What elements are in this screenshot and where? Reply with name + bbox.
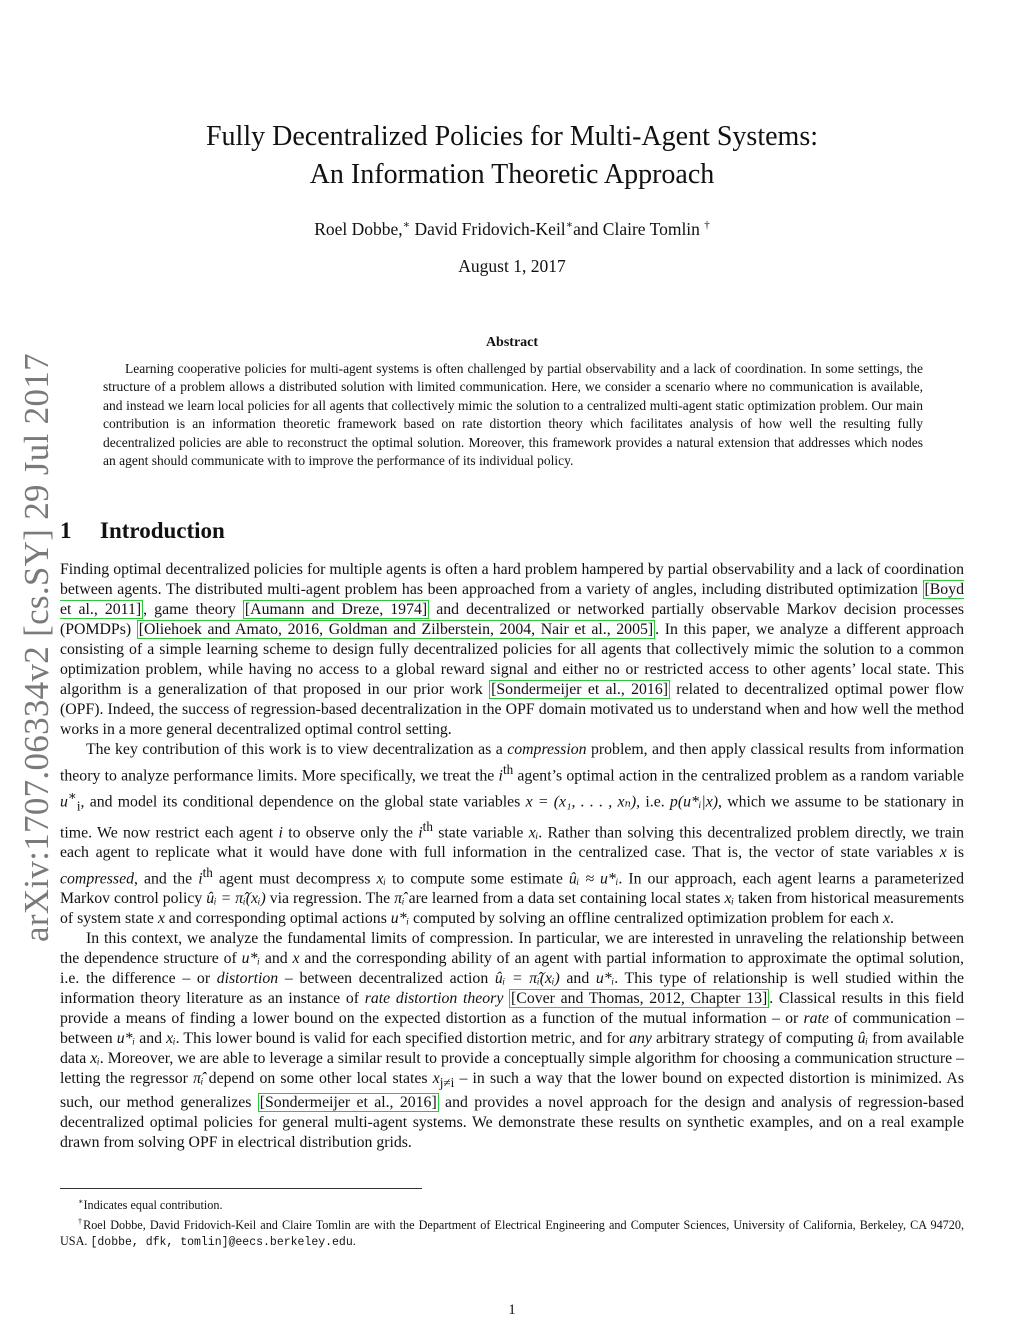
math: xᵢ: [90, 1050, 100, 1068]
emphasis: rate distortion theory: [364, 990, 504, 1008]
math: p(u*ᵢ|x): [669, 793, 718, 811]
text-run: state variable: [432, 823, 529, 841]
superscript: th: [502, 762, 514, 777]
math: x: [432, 1070, 440, 1088]
emphasis: compressed: [60, 870, 134, 888]
text-run: . In this paper, we analyze a different approach consisting of a simple learning scheme to design fully decentralized policies for all agents that collectively mimic the solution to a common optimization problem, while having no access to a global reward signal and either no or restricted access to other agents’ local state. This algorithm is a generalization of that proposed in our prior work: [60, 621, 964, 698]
math: x: [292, 950, 300, 968]
paper-title-line-2: An Information Theoretic Approach: [309, 159, 715, 190]
text-run: of communication – between: [60, 1010, 964, 1048]
text-run: are learned from a data set containing local states: [404, 890, 725, 908]
affiliation-mark: †: [704, 219, 710, 231]
arxiv-identifier: arXiv:1707.06334v2 [cs.SY] 29 Jul 2017: [17, 353, 56, 942]
text-run: and the corresponding ability of an agent with partial information to approximate the optimal solution, i.e. the difference – or: [60, 950, 964, 988]
math: ûᵢ ≈ u*ᵢ: [568, 870, 619, 888]
text-run: is: [946, 843, 964, 861]
paragraph: [60, 929, 964, 1153]
text-run: The key contribution of this work is to view decentralization as a: [86, 741, 508, 758]
superscript: th: [202, 864, 213, 880]
author-name: Roel Dobbe,: [314, 218, 403, 239]
publication-date: August 1, 2017: [458, 256, 566, 276]
footnote: [60, 1194, 964, 1214]
emphasis: rate: [803, 1010, 829, 1028]
math: xᵢ: [166, 1030, 176, 1048]
author-name: David Fridovich-Keil: [414, 218, 566, 239]
math: ûᵢ = π̂ᵢ(xᵢ): [494, 970, 560, 988]
math: i: [278, 823, 283, 841]
paragraph: [60, 740, 964, 929]
subscript: j≠i: [439, 1075, 455, 1091]
math: π̂ᵢ: [394, 890, 405, 908]
text-run: via regression. The: [265, 890, 395, 908]
paper-title-line-1: Fully Decentralized Policies for Multi-Agent Systems:: [205, 121, 818, 152]
abstract-heading: Abstract: [485, 335, 539, 350]
math: u*ᵢ: [241, 950, 260, 968]
math: x: [157, 910, 165, 928]
section-number: 1: [60, 518, 72, 543]
citation-link[interactable]: [Sondermeijer et al., 2016]: [259, 1094, 437, 1112]
emphasis: compression: [507, 741, 587, 758]
text-run: , and the: [134, 870, 199, 888]
text-run: – between decentralized action: [278, 970, 495, 988]
text-run: computed by solving an offline centralized optimization problem for each: [409, 910, 884, 928]
text-run: Finding optimal decentralized policies for multiple agents is often a hard problem hampered by partial observability and a lack of coordination between agents. The distributed multi-agent problem has been approached from a variety of angles, including distributed optimization: [60, 561, 964, 598]
text-run: problem, and then apply classical results from information theory to analyze performance limits. More specifically, we treat the: [60, 741, 964, 785]
math: u*ᵢ: [595, 970, 615, 988]
citation-link[interactable]: [Sondermeijer et al., 2016]: [491, 681, 668, 698]
text-run: , game theory: [143, 601, 243, 618]
text-run: and decentralized or networked partially observable Markov decision processes (POMDPs): [60, 601, 964, 638]
citation-link[interactable]: [Oliehoek and Amato, 2016, Goldman and Zilberstein, 2004, Nair et al., 2005]: [138, 621, 654, 638]
text-run: . This lower bound is valid for each specified distortion metric, and for: [175, 1030, 630, 1048]
math: π̂ᵢ: [193, 1070, 204, 1088]
text-run: arbitrary strategy of computing: [651, 1030, 858, 1048]
text-run: – in such a way that the lower bound on expected distortion is minimized. As such, our method generalizes: [60, 1070, 964, 1112]
superscript: th: [422, 818, 433, 834]
text-run: In this context, we analyze the fundamental limits of compression. In particular, we are interested in unraveling the relationship between the dependence structure of: [60, 930, 964, 968]
citation-link[interactable]: [Boyd et al., 2011]: [60, 581, 964, 618]
text-run: taken from historical measurements of system state: [60, 890, 965, 928]
text-run: to observe only the: [282, 823, 419, 841]
math: i: [198, 870, 203, 888]
math: u*ᵢ: [116, 1030, 136, 1048]
text-run: agent must decompress: [212, 870, 377, 888]
math: xᵢ: [724, 890, 734, 908]
math: xᵢ: [528, 823, 539, 841]
citation-link[interactable]: [Aumann and Dreze, 1974]: [244, 601, 428, 618]
text-run: to compute some estimate: [386, 870, 569, 888]
math: u*ᵢ: [390, 910, 410, 928]
text-run: , i.e.: [636, 793, 670, 811]
math: x: [883, 910, 891, 928]
footnote-divider: [60, 1188, 422, 1189]
math: x = (x₁, . . . , xₙ): [525, 793, 637, 811]
math: u: [60, 793, 68, 811]
footnote-text: .: [352, 1234, 356, 1249]
text-run: from available data: [60, 1030, 964, 1068]
text-run: , and model its conditional dependence on the global state variables: [80, 793, 526, 811]
equal-contribution-mark: ∗: [565, 219, 574, 231]
text-run: . Moreover, we are able to leverage a similar result to provide a conceptually simple algorithm for choosing a communication structure – letting the regressor: [60, 1050, 964, 1088]
superscript: ∗: [67, 788, 77, 804]
text-run: depend on some other local states: [203, 1070, 433, 1088]
section-heading: [60, 515, 225, 547]
math: i: [418, 823, 423, 841]
text-run: and: [135, 1030, 167, 1048]
text-run: and provides a novel approach for the design and analysis of regression-based decentralized optimal policies for general multi-agent systems. We demonstrate these results on synthetic examples, and on a real example drawn from solving OPF in electrical distribution grids.: [60, 1094, 965, 1152]
math: xᵢ: [376, 870, 386, 888]
page-number: 1: [508, 1302, 516, 1318]
author-emails[interactable]: [dobbe, dfk, tomlin]@eecs.berkeley.edu: [90, 1236, 353, 1250]
introduction-body: [60, 560, 964, 1153]
footnote-mark: ∗: [78, 1197, 84, 1206]
footnote-text: Indicates equal contribution.: [83, 1198, 223, 1213]
abstract-text: Learning cooperative policies for multi-agent systems is often challenged by partial observability and a lack of coordination. In some settings, the structure of a problem allows a distributed solution with limited communication. Here, we consider a scenario where no communication is available, and instead we learn local policies for all agents that collectively mimic the solution to a centralized multi-agent static optimization problem. Our main contribution is an information theoretic framework based on rate distortion theory which facilitates analysis of how well the resulting fully decentralized policies are able to reconstruct the optimal solution. Moreover, this framework provides a natural extension that addresses which nodes an agent should communicate with to improve the performance of its individual policy.: [103, 361, 923, 469]
citation-link[interactable]: [Cover and Thomas, 2012, Chapter 13]: [511, 990, 768, 1008]
text-run: . This type of relationship is well studied within the information theory literature as an instance of: [60, 970, 964, 1008]
text-run: . Rather than solving this decentralized problem directly, we train each agent to replicate what it would have done with full information in the centralized case. That is, the vector of state variables: [60, 823, 965, 861]
footnote-text: Roel Dobbe, David Fridovich-Keil and Claire Tomlin are with the Department of Electrical Engineering and Computer Sciences, University of California, Berkeley, CA 94720, USA.: [60, 1217, 965, 1249]
author-name: and Claire Tomlin: [573, 218, 700, 239]
math: ûᵢ: [857, 1030, 869, 1048]
math: i: [498, 767, 503, 785]
text-run: . Classical results in this field provide a means of finding a lower bound on the expected distortion as a function of the mutual information – or: [60, 990, 964, 1028]
text-run: agent’s optimal action in the centralized problem as a random variable: [513, 767, 964, 785]
footnotes: [60, 1194, 964, 1252]
text-run: .: [890, 910, 894, 928]
text-run: and: [559, 970, 596, 988]
paragraph: [60, 560, 964, 740]
math: x: [939, 843, 947, 861]
text-run: and corresponding optimal actions: [164, 910, 391, 928]
subscript: i: [76, 798, 81, 814]
footnote-mark: †: [78, 1216, 84, 1226]
emphasis: any: [629, 1030, 652, 1048]
text-run: . In our approach, each agent learns a parameterized Markov control policy: [60, 870, 964, 908]
equal-contribution-mark: ∗: [402, 219, 411, 231]
footnote: [60, 1214, 964, 1252]
text-run: , which we assume to be stationary in time. We now restrict each agent: [60, 793, 964, 841]
text-run: related to decentralized optimal power flow (OPF). Indeed, the success of regression-based decentralization in the OPF domain motivated us to understand when and how well the method works in a more general decentralized optimal control setting.: [60, 681, 965, 738]
section-title: Introduction: [100, 518, 225, 543]
author-list: [0, 212, 1024, 242]
emphasis: distortion: [216, 970, 279, 988]
text-run: and: [259, 950, 293, 968]
math: ûᵢ = π̂ᵢ(xᵢ): [206, 890, 266, 908]
